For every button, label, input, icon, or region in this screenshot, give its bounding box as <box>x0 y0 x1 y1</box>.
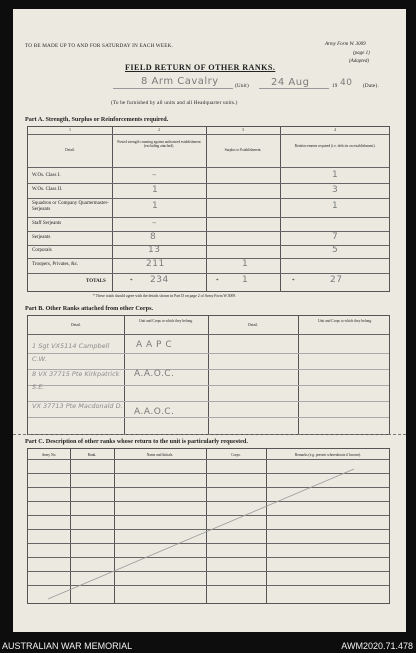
unit-handwritten: 8 Arm Cavalry <box>141 76 219 87</box>
col-num-2: 2 <box>158 128 160 132</box>
surplus-troopers: 1 <box>242 259 249 269</box>
total-reinf: 27 <box>330 275 343 285</box>
date-line <box>259 88 329 89</box>
b-entry-1-detail: 1 Sgt VX5114 Campbell C.W. <box>32 342 110 363</box>
col-num-1: 1 <box>69 128 71 132</box>
reinf-sjt: 7 <box>332 232 339 242</box>
b-col-detail-1: Detail. <box>71 323 81 327</box>
row-label-staff-sjt: Staff Serjeants <box>32 221 62 226</box>
strength-troopers: 211 <box>146 259 165 269</box>
unit-line <box>113 88 233 89</box>
row-label-troopers: Troopers, Privates, &c. <box>32 262 79 267</box>
b-entry-3-detail: VX 37713 Pte Macdonald D. <box>32 402 123 410</box>
footer-source: AUSTRALIAN WAR MEMORIAL <box>2 641 133 651</box>
col-header-surplus: Surplus to Establishment. <box>224 148 262 152</box>
col-header-strength: Posted strength counting against authorized establishment (excluding attached). <box>117 140 201 149</box>
form-number: Army Form W. 3009 <box>325 42 366 47</box>
strength-cqms: 1 <box>152 201 159 211</box>
strength-wo1: – <box>152 170 157 180</box>
c-col-army-no: Army No. <box>41 453 57 457</box>
c-col-remarks: Remarks (e.g. present whereabouts if known). <box>294 453 362 457</box>
unit-label: (Unit) <box>235 83 249 89</box>
totals-note: * These totals should agree with the details shown in Part D on page 2 of Army Form W.3009. <box>93 294 237 298</box>
b-entry-1-unit: A A P C <box>136 340 173 350</box>
strength-sjt: 8 <box>150 232 157 242</box>
footer-catalog-id: AWM2020.71.478 <box>341 641 413 651</box>
col-num-4: 4 <box>334 128 336 132</box>
b-col-unit-1: Unit and Corps to which they belong. <box>139 319 193 323</box>
strength-staff-sjt: – <box>152 218 157 228</box>
row-label-cpl: Corporals <box>32 248 52 253</box>
footer-bar <box>0 640 416 653</box>
b-entry-3-unit: A.A.O.C. <box>134 407 175 417</box>
year-handwritten: 40 <box>340 78 353 88</box>
date-label: (Date). <box>363 83 379 89</box>
totals-label: TOTALS <box>86 279 106 284</box>
perforation-line <box>13 434 406 435</box>
row-label-wo1: W.Os. Class I. <box>32 173 61 178</box>
row-label-sjt: Serjeants <box>32 235 51 240</box>
date-handwritten: 24 Aug <box>271 77 310 88</box>
part-a-table: 1 2 3 4 Detail. Posted strength counting against authorized establishment (excluding attached). Surplus to Establishment. Reinforcements required (i.e. deficits on establishment). W.Os. Class I. – 1 W.Os. Class II. 1 3 Squadron or Company Quartermaster-Serjeants 1 1 Staff Serjeants – Serjeants 8 7 Corporals 13 5 Troopers, Privates, &c. 211 1 TOTALS * 234 * 1 * 27 <box>27 126 390 292</box>
part-c-heading: Part C. Description of other ranks whose return to the unit is particularly requested. <box>25 438 248 445</box>
reinf-cqms: 1 <box>332 201 339 211</box>
b-entry-2-detail: 8 VX 37715 Pte Kirkpatrick S.E. <box>32 370 120 391</box>
instruction-text: TO BE MADE UP TO AND FOR SATURDAY IN EACH WEEK. <box>25 43 174 49</box>
strength-cpl: 13 <box>148 245 161 255</box>
b-entry-2-unit: A.A.O.C. <box>134 369 175 379</box>
page-number: (page 1) <box>353 51 370 56</box>
b-col-unit-2: Unit and Corps to which they belong. <box>318 319 372 323</box>
total-strength: 234 <box>150 275 169 285</box>
c-col-corps: Corps. <box>231 453 241 457</box>
c-col-rank: Rank. <box>87 453 97 457</box>
b-col-detail-2: Detail. <box>248 323 258 327</box>
part-c-table <box>27 448 390 604</box>
reinf-cpl: 5 <box>332 245 339 255</box>
col-header-detail: Detail. <box>65 148 75 152</box>
reinf-wo2: 3 <box>332 185 339 195</box>
part-b-table <box>27 315 390 435</box>
col-header-reinforcements: Reinforcements required (i.e. deficits on establishment). <box>294 144 376 148</box>
furnished-note: (To be furnished by all units and all Headquarter units.) <box>111 100 238 106</box>
year-prefix: 19 <box>332 83 338 89</box>
form-title: FIELD RETURN OF OTHER RANKS. <box>125 63 276 72</box>
col-num-3: 3 <box>242 128 244 132</box>
reinf-wo1: 1 <box>332 170 339 180</box>
c-col-name: Name and Initials. <box>146 453 174 457</box>
adapted-label: (Adapted) <box>349 59 369 64</box>
document-page <box>13 9 406 632</box>
part-b-heading: Part B. Other Ranks attached from other Corps. <box>25 305 154 312</box>
strength-wo2: 1 <box>152 185 159 195</box>
row-label-wo2: W.Os. Class II. <box>32 187 63 192</box>
row-label-cqms: Squadron or Company Quartermaster-Serjeants <box>32 201 109 212</box>
total-surplus: 1 <box>242 275 249 285</box>
strike-through-line <box>28 449 391 605</box>
part-a-heading: Part A. Strength, Surplus or Reinforcements required. <box>25 116 169 123</box>
